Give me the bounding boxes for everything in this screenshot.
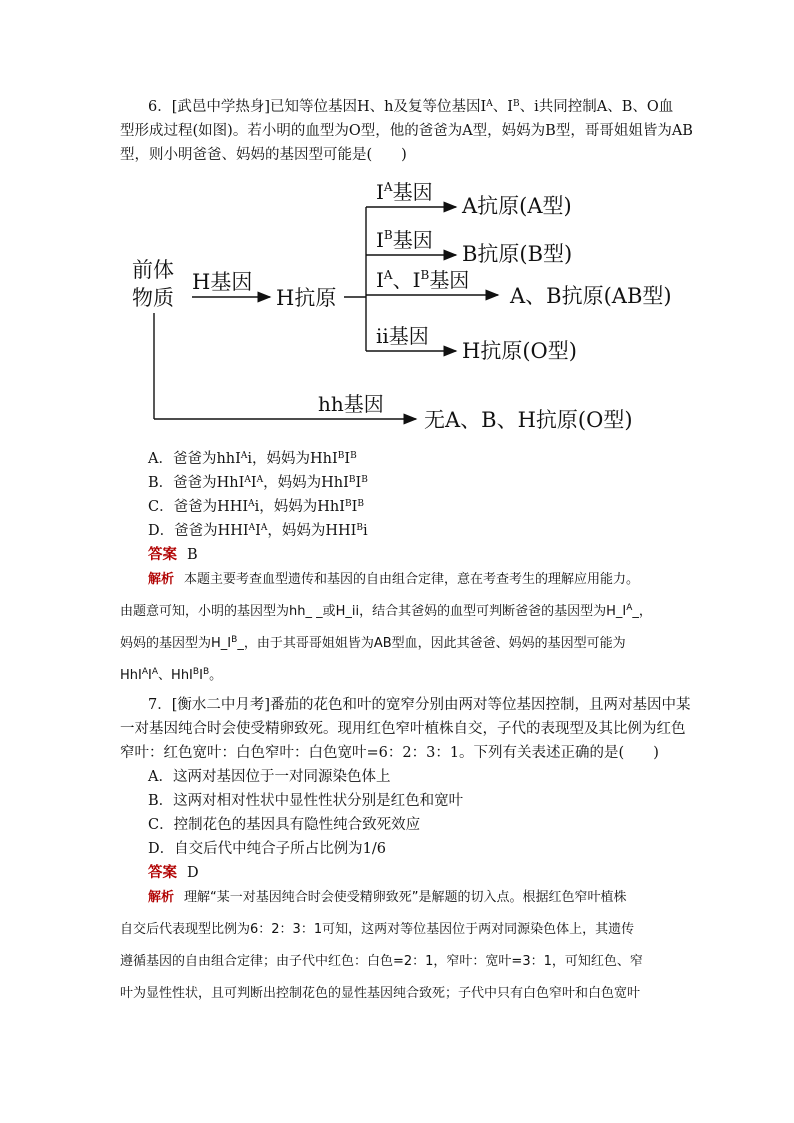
precursor-label-1: 前体 [132,258,174,282]
ab-antigen-result: A、B抗原(AB型) [510,284,672,308]
answer-tag: 答案 [148,546,177,563]
h-antigen-label: H抗原 [276,286,337,310]
no-antigen-result: 无A、B、H抗原(O型) [424,408,633,432]
q7-option-a: A．这两对基因位于一对同源染色体上 [148,769,391,785]
explanation-tag: 解析 [148,572,175,587]
hh-gene-label: hh基因 [318,392,384,416]
o-antigen-result: H抗原(O型) [462,339,577,363]
q7-answer: 答案 D [148,864,199,881]
q7-explanation-line-3: 遵循基因的自由组合定律；由子代中红色：白色=2：1，窄叶：宽叶=3：1，可知红色、窄 [120,954,643,969]
q7-option-d: D．自交后代中纯合子所占比例为1/6 [148,841,386,857]
precursor-label-2: 物质 [132,286,174,310]
q7-stem-line-2: 一对基因纯合时会使受精卵致死。现用红色窄叶植株自交，子代的表现型及其比例为红色 [120,721,686,737]
q6-answer: 答案 B [148,546,198,563]
q7-option-b: B．这两对相对性状中显性性状分别是红色和宽叶 [148,793,464,809]
blood-type-diagram [120,167,686,443]
ia-gene-label: $I^A$基因 [376,180,433,204]
q6-option-d: D．爸爸为$HHI^AI^A$，妈妈为$HHI^Bi$ [148,523,368,539]
q6-explanation-line-3: 妈妈的基因型为$H\_I^B\_$，由于其哥哥姐姐皆为AB型血，因此其爸爸、妈妈的基因型可能为 [120,635,626,651]
a-antigen-result: A抗原(A型) [462,194,572,218]
q7-option-c: C．控制花色的基因具有隐性纯合致死效应 [148,817,421,833]
ii-gene-label: ii基因 [376,324,429,348]
iaib-gene-label: $I^A$、$I^B$基因 [376,268,470,292]
q6-option-c: C．爸爸为$HHI^Ai$，妈妈为$HhI^BI^B$ [148,499,364,515]
h-gene-label: H基因 [192,270,253,294]
q6-stem-line-3: 型，则小明爸爸、妈妈的基因型可能是( ) [120,147,407,163]
q6-explanation-line-2: 由题意可知，小明的基因型为hh_ _或H_ii，结合其爸妈的血型可判断爸爸的基因型为$H\_I^A\_$， [120,603,652,619]
q7-stem-line-3: 窄叶：红色宽叶：白色窄叶：白色宽叶=6：2：3：1。下列有关表述正确的是( ) [120,745,659,761]
q6-stem-line-1: 6．[武邑中学热身]已知等位基因H、h及复等位基因$I^A$、$I^B$、i共同控制A、B、O血 [148,99,674,115]
q7-explanation-line-1: 解析 理解“某一对基因纯合时会使受精卵致死”是解题的切入点。根据红色窄叶植株 [148,890,627,905]
answer-tag: 答案 [148,864,177,881]
q7-explanation-line-4: 叶为显性性状，且可判断出控制花色的显性基因纯合致死；子代中只有白色窄叶和白色宽叶 [120,986,641,1001]
ib-gene-label: $I^B$基因 [376,228,433,252]
q6-option-b: B．爸爸为$HhI^AI^A$，妈妈为$HhI^BI^B$ [148,475,368,491]
explanation-tag: 解析 [148,890,175,905]
b-antigen-result: B抗原(B型) [462,242,573,266]
q7-stem-line-1: 7．[衡水二中月考]番茄的花色和叶的宽窄分别由两对等位基因控制，且两对基因中某 [148,697,691,713]
q6-explanation-line-4: $HhI^AI^A$、$HhI^BI^B$。 [120,667,223,683]
q6-option-a: A．爸爸为hhI$^A$i，妈妈为$HhI^BI^B$ [148,451,357,467]
q6-stem-line-2: 型形成过程(如图)。若小明的血型为O型，他的爸爸为A型，妈妈为B型，哥哥姐姐皆为AB [120,123,693,139]
q6-explanation-line-1: 解析 本题主要考查血型遗传和基因的自由组合定律，意在考查考生的理解应用能力。 [148,572,640,587]
q7-explanation-line-2: 自交后代表现型比例为6：2：3：1可知，这两对等位基因位于两对同源染色体上，其遗传 [120,922,635,937]
